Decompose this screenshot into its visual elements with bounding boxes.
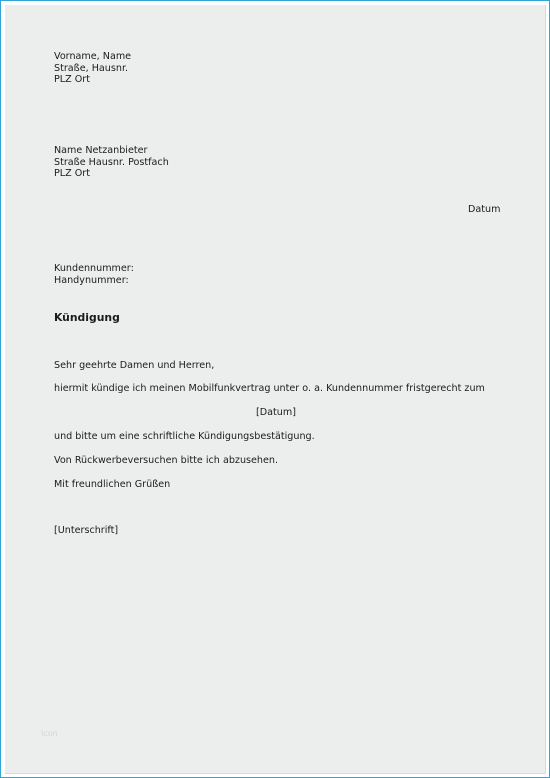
recipient-city: PLZ Ort <box>54 168 91 179</box>
customer-number-label: Kundennummer: <box>54 263 134 274</box>
salutation: Sehr geehrte Damen und Herren, <box>54 360 215 371</box>
sender-city: PLZ Ort <box>54 74 91 85</box>
watermark-text: Icon <box>41 729 58 738</box>
date-placeholder: [Datum] <box>256 407 296 418</box>
reference-numbers <box>54 263 134 286</box>
signature-placeholder: [Unterschrift] <box>54 525 119 536</box>
recipient-name: Name Netzanbieter <box>54 145 148 156</box>
mobile-number-label: Handynummer: <box>54 274 129 286</box>
recipient-street: Straße Hausnr. Postfach <box>54 156 169 168</box>
letter-page <box>5 5 546 774</box>
sender-name: Vorname, Name <box>54 51 132 62</box>
body-line-termination: hiermit kündige ich meinen Mobilfunkvertrag unter o. a. Kundennummer fristgerecht zum <box>54 383 485 394</box>
body-line-confirmation: und bitte um eine schriftliche Kündigungsbestätigung. <box>54 431 315 442</box>
body-line-no-retention: Von Rückwerbeversuchen bitte ich abzusehen. <box>54 455 279 466</box>
closing-greeting: Mit freundlichen Grüßen <box>54 479 171 490</box>
sender-street: Straße, Hausnr. <box>54 62 129 74</box>
recipient-address <box>54 145 169 180</box>
sender-address <box>54 51 131 86</box>
date-label: Datum <box>468 204 501 215</box>
letter-subject: Kündigung <box>54 311 120 324</box>
